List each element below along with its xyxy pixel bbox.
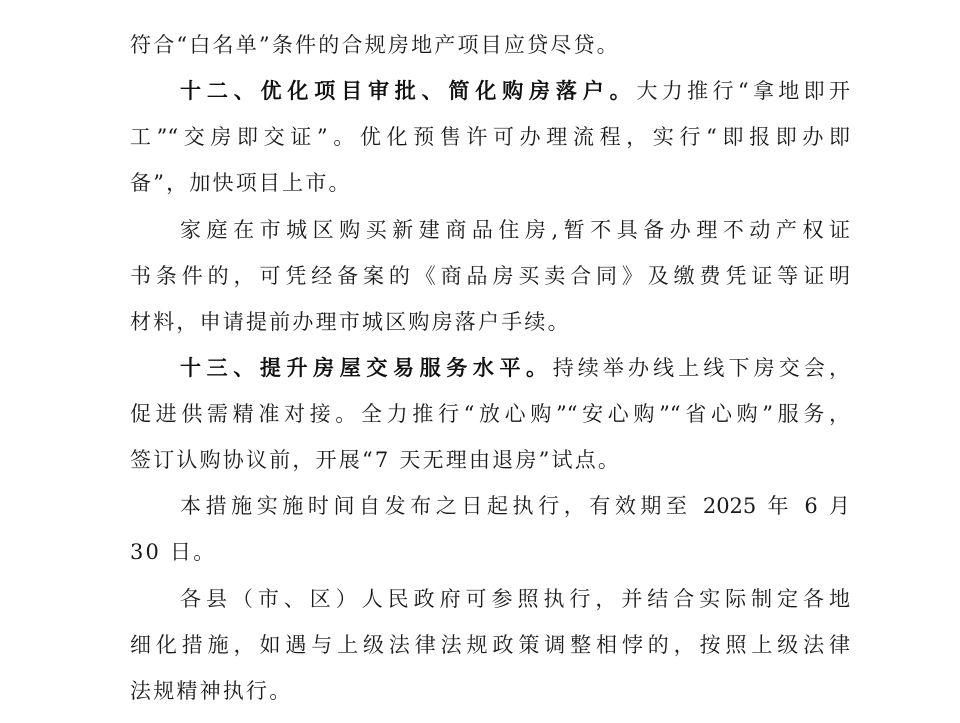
section-12-first-line <box>180 71 850 111</box>
body-text: 30 日。 <box>130 540 217 564</box>
text-line-12 <box>130 532 850 572</box>
body-text: 签订认购协议前，开展“7 天无理由退房”试点。 <box>130 448 622 472</box>
text-line-7 <box>130 302 850 342</box>
section-13-first-line <box>180 348 850 388</box>
body-text: 备”，加快项目上市。 <box>130 171 352 195</box>
text-line-15 <box>130 671 850 711</box>
text-line-14 <box>130 625 850 665</box>
text-line-6 <box>130 256 850 296</box>
section-12-heading: 十二、优化项目审批、简化购房落户。 <box>180 79 637 103</box>
section-13-heading: 十三、提升房屋交易服务水平。 <box>180 356 553 380</box>
body-text: 大力推行“拿地即开 <box>636 79 850 103</box>
text-line-4 <box>130 163 850 203</box>
body-text: 法规精神执行。 <box>130 679 293 703</box>
body-text: 符合“白名单”条件的合规房地产项目应贷尽贷。 <box>130 33 620 57</box>
text-line-1 <box>130 25 850 65</box>
text-line-3 <box>130 117 850 157</box>
body-text: 材料，申请提前办理市城区购房落户手续。 <box>130 310 571 334</box>
body-text: 书条件的，可凭经备案的《商品房买卖合同》及缴费凭证等证明 <box>130 264 850 288</box>
body-text: 本措施实施时间自发布之日起执行，有效期至 2025 年 6 月 <box>180 494 850 518</box>
body-text: 细化措施，如遇与上级法律法规政策调整相悖的，按照上级法律 <box>130 633 850 657</box>
body-text: 促进供需精准对接。全力推行“放心购”“安心购”“省心购”服务， <box>130 402 850 426</box>
text-line-13 <box>180 579 850 619</box>
text-line-9 <box>130 394 850 434</box>
text-line-10 <box>130 440 850 480</box>
body-text: 家庭在市城区购买新建商品住房,暂不具备办理不动产权证 <box>180 218 850 242</box>
text-line-11 <box>180 486 850 526</box>
body-text: 持续举办线上线下房交会， <box>552 356 851 380</box>
body-text: 各县（市、区）人民政府可参照执行，并结合实际制定各地 <box>180 587 850 611</box>
text-line-5 <box>180 210 850 250</box>
body-text: 工”“交房即交证”。优化预售许可办理流程，实行“即报即办即 <box>130 125 850 149</box>
